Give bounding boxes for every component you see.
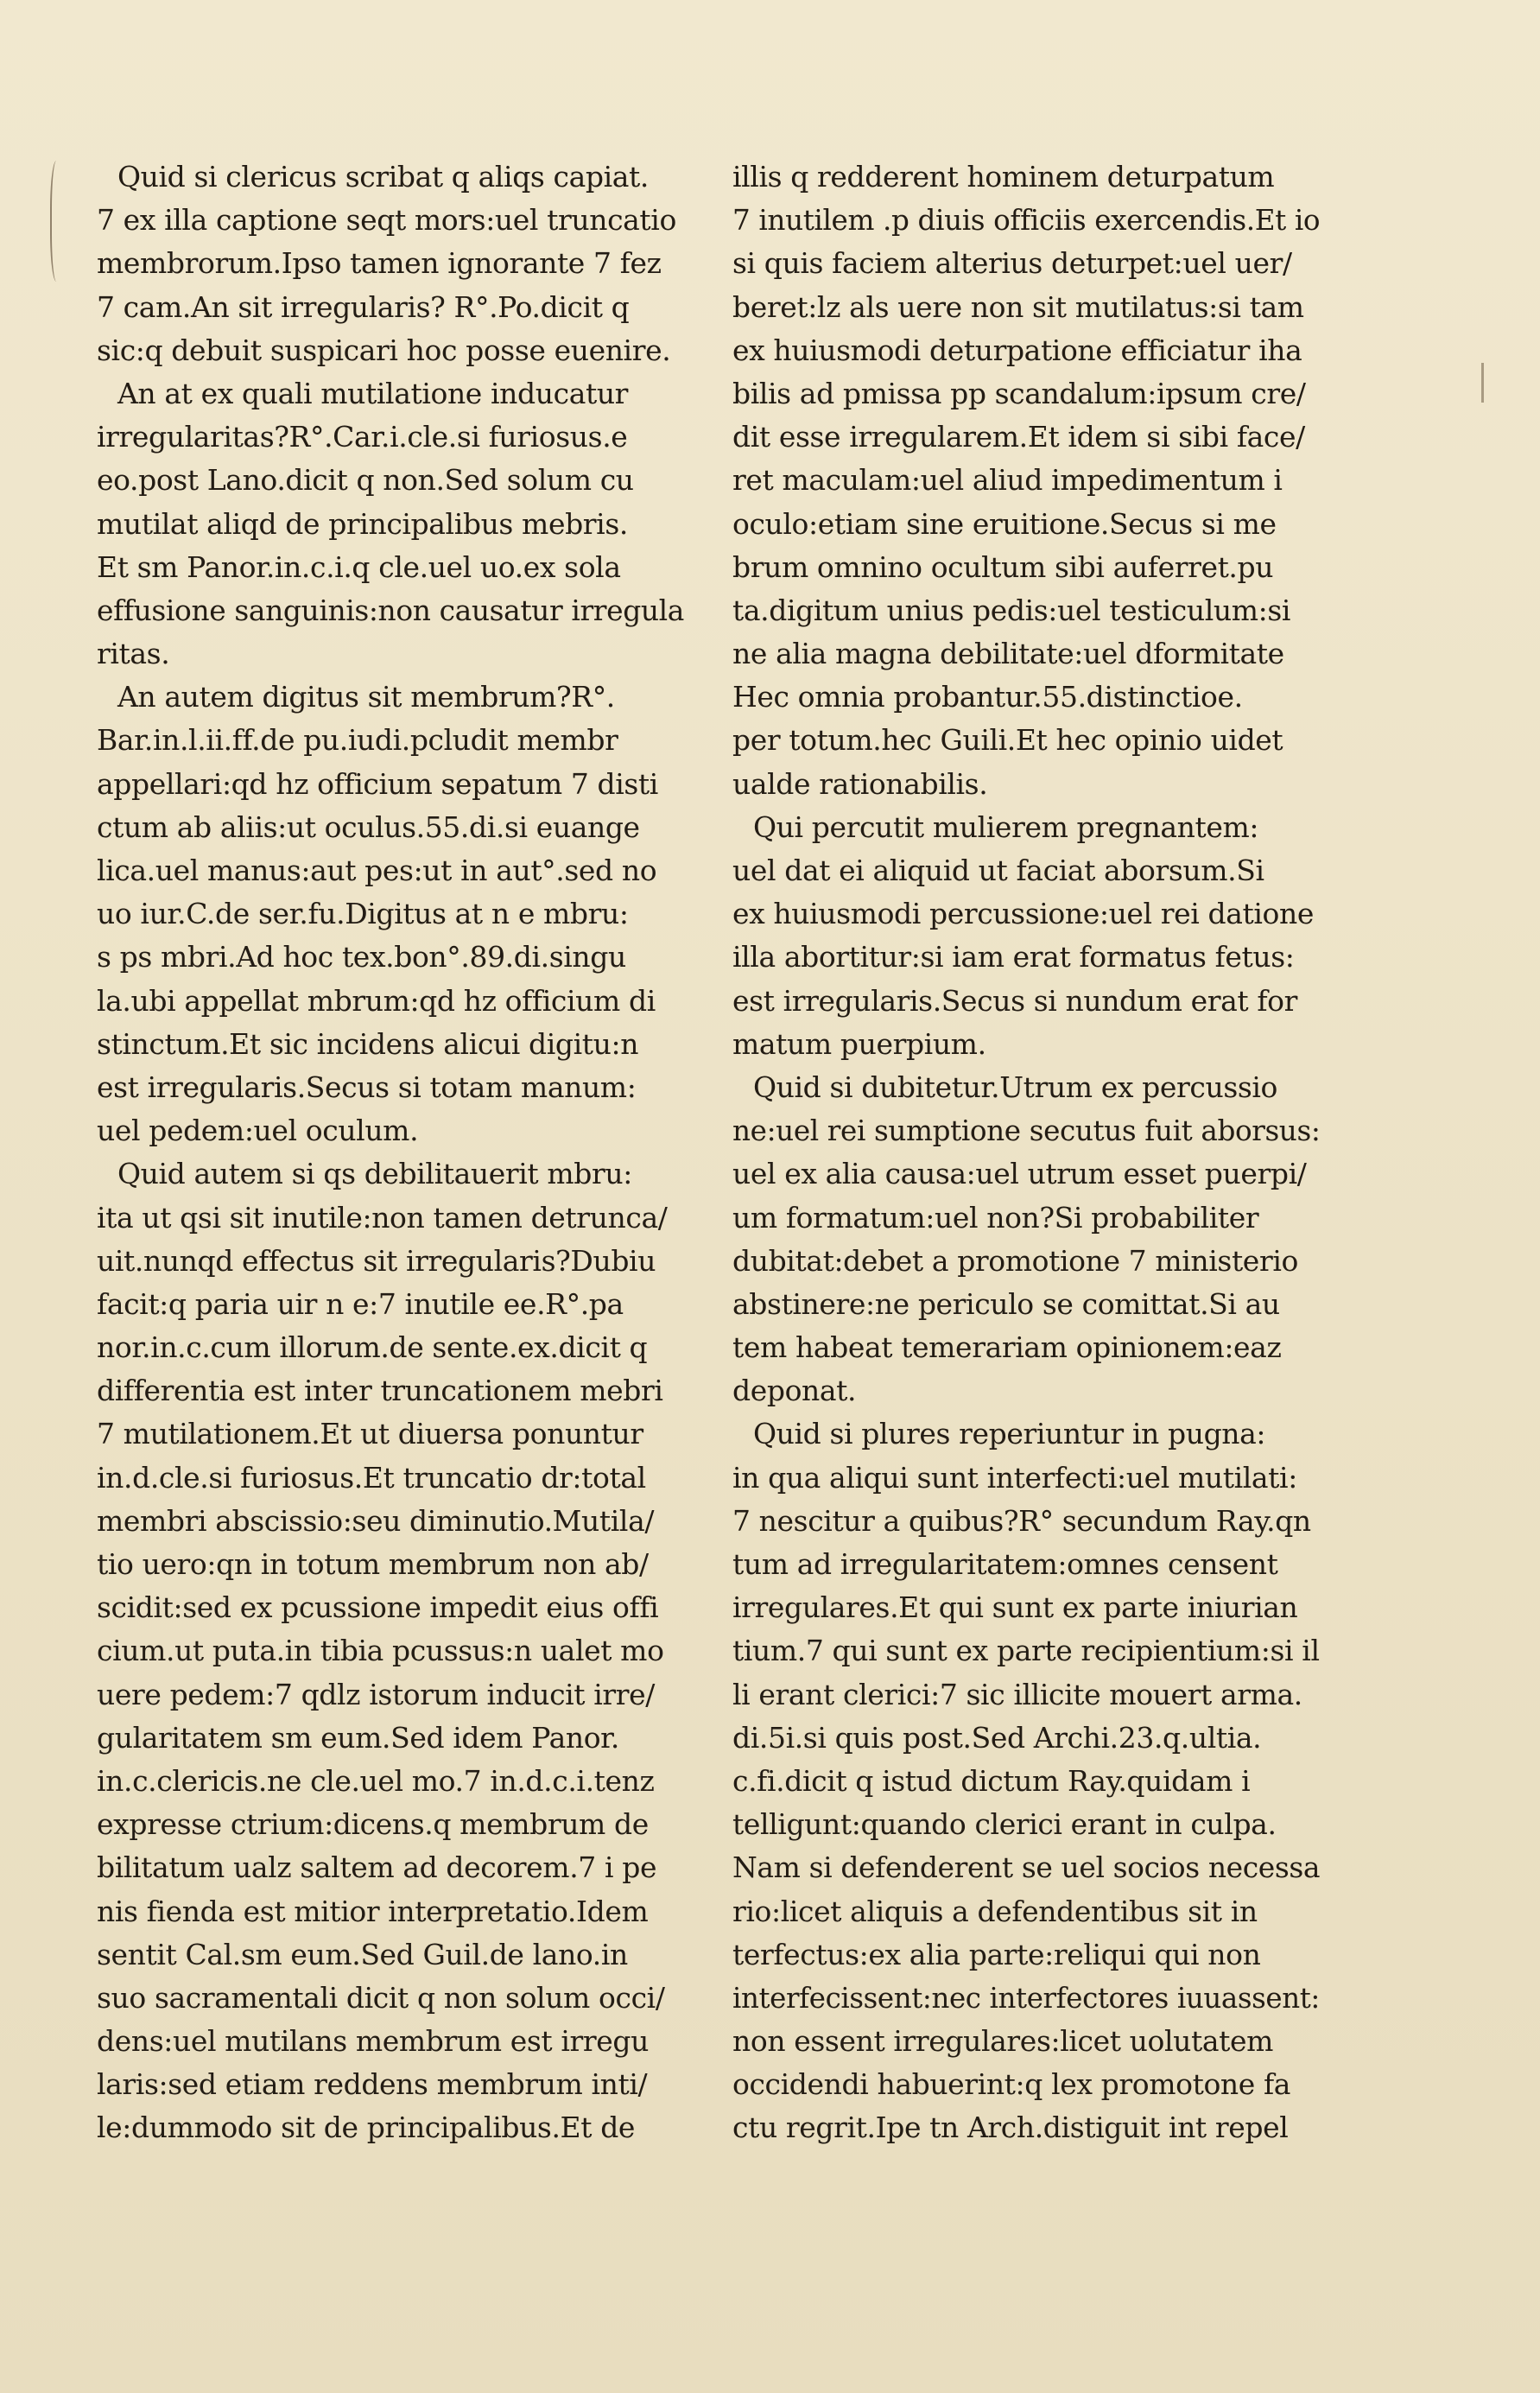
text-line: in qua aliqui sunt interfecti:uel mutilati: (732, 1460, 1297, 1495)
text-line: cium.ut puta.in tibia pcussus:n ualet mo (97, 1634, 664, 1668)
text-line: Quid si plures reperiuntur in pugna: (753, 1417, 1266, 1451)
text-line: Bar.in.l.ii.ff.de pu.iudi.pcludit membr (97, 723, 618, 758)
text-line: li erant clerici:7 sic illicite mouert arma. (732, 1677, 1302, 1711)
text-line: uel ex alia causa:uel utrum esset puerpi/ (732, 1157, 1307, 1191)
text-line: illa abortitur:si iam erat formatus fetus: (732, 940, 1295, 974)
text-line: expresse ctrium:dicens.q membrum de (97, 1807, 649, 1842)
left-text-column (97, 156, 684, 2150)
text-line: ex huiusmodi percussione:uel rei datione (732, 897, 1315, 931)
text-line: non essent irregulares:licet uolutatem (732, 2024, 1274, 2059)
text-line: tem habeat temerariam opinionem:eaz (732, 1330, 1282, 1365)
text-line: laris:sed etiam reddens membrum inti/ (97, 2067, 648, 2102)
text-line: Nam si defenderent se uel socios necessa (732, 1850, 1321, 1885)
text-line: uo iur.C.de ser.fu.Digitus at n e mbru: (97, 897, 629, 931)
text-line: dens:uel mutilans membrum est irregu (97, 2024, 649, 2059)
text-line: c.fi.dicit q istud dictum Ray.quidam i (732, 1763, 1251, 1798)
text-line: nis fienda est mitior interpretatio.Idem (97, 1894, 649, 1928)
text-line: illis q redderent hominem deturpatum (732, 160, 1275, 194)
text-line: irregulares.Et qui sunt ex parte iniurian (732, 1590, 1298, 1625)
text-line: s ps mbri.Ad hoc tex.bon°.89.di.singu (97, 940, 626, 974)
text-line: sic:q debuit suspicari hoc posse euenire. (97, 333, 671, 367)
text-line: matum puerpium. (732, 1026, 986, 1061)
text-line: dit esse irregularem.Et idem si sibi face/ (732, 420, 1305, 454)
text-line: suo sacramentali dicit q non solum occi/ (97, 1980, 665, 2015)
text-line: oculo:etiam sine eruitione.Secus si me (732, 506, 1277, 541)
text-line: di.5i.si quis post.Sed Archi.23.q.ultia. (732, 1720, 1262, 1755)
text-line: 7 ex illa captione seqt mors:uel truncatio (97, 203, 676, 238)
text-line: deponat. (732, 1374, 857, 1408)
text-line: in.d.cle.si furiosus.Et truncatio dr:total (97, 1460, 646, 1495)
text-line: Quid autem si qs debilitauerit mbru: (117, 1157, 632, 1191)
text-line: in.c.clericis.ne cle.uel mo.7 in.d.c.i.tenz (97, 1763, 655, 1798)
text-line: terfectus:ex alia parte:reliqui qui non (732, 1937, 1261, 1971)
text-line: appellari:qd hz officium sepatum 7 disti (97, 766, 658, 801)
text-line: mutilat aliqd de principalibus mebris. (97, 506, 628, 541)
text-line: 7 inutilem .p diuis officiis exercendis.Et io (732, 203, 1321, 238)
text-line: membri abscissio:seu diminutio.Mutila/ (97, 1503, 655, 1538)
right-text-column (732, 156, 1320, 2150)
text-line: est irregularis.Secus si totam manum: (97, 1070, 637, 1104)
margin-bracket-mark (50, 161, 66, 282)
text-line: scidit:sed ex pcussione impedit eius offi (97, 1590, 659, 1625)
text-line: bilis ad pmissa pp scandalum:ipsum cre/ (732, 376, 1306, 410)
text-line: interfecissent:nec interfectores iuuassent: (732, 1980, 1320, 2015)
text-line: la.ubi appellat mbrum:qd hz officium di (97, 983, 656, 1018)
text-line: 7 nescitur a quibus?R° secundum Ray.qn (732, 1503, 1311, 1538)
text-line: abstinere:ne periculo se comittat.Si au (732, 1286, 1280, 1321)
text-line: uere pedem:7 qdlz istorum inducit irre/ (97, 1677, 656, 1711)
text-line: lica.uel manus:aut pes:ut in aut°.sed no (97, 854, 657, 887)
text-line: beret:lz als uere non sit mutilatus:si tam (732, 289, 1304, 324)
text-line: gularitatem sm eum.Sed idem Panor. (97, 1720, 620, 1755)
text-line: ne:uel rei sumptione secutus fuit aborsus: (732, 1114, 1321, 1148)
text-line: differentia est inter truncationem mebri (97, 1374, 663, 1408)
text-line: Et sm Panor.in.c.i.q cle.uel uo.ex sola (97, 549, 621, 584)
text-line: tio uero:qn in totum membrum non ab/ (97, 1547, 649, 1581)
text-line: est irregularis.Secus si nundum erat for (732, 983, 1297, 1018)
text-line: ret maculam:uel aliud impedimentum i (732, 463, 1283, 498)
text-line: bilitatum ualz saltem ad decorem.7 i pe (97, 1850, 657, 1885)
text-line: si quis faciem alterius deturpet:uel uer/ (732, 246, 1292, 281)
text-line: occidendi habuerint:q lex promotone fa (732, 2067, 1291, 2102)
text-line: uel pedem:uel oculum. (97, 1114, 419, 1148)
text-line: ne alia magna debilitate:uel dformitate (732, 637, 1284, 671)
text-line: Quid si clericus scribat q aliqs capiat. (117, 160, 650, 194)
text-line: An autem digitus sit membrum?R°. (117, 680, 615, 714)
text-line: sentit Cal.sm eum.Sed Guil.de lano.in (97, 1937, 628, 1971)
text-line: ritas. (97, 637, 170, 671)
text-line: rio:licet aliquis a defendentibus sit in (732, 1894, 1258, 1928)
text-line: ta.digitum unius pedis:uel testiculum:si (732, 593, 1291, 627)
text-line: ex huiusmodi deturpatione efficiatur iha (732, 333, 1302, 367)
text-line: uel dat ei aliquid ut faciat aborsum.Si (732, 854, 1264, 887)
text-line: Quid si dubitetur.Utrum ex percussio (753, 1070, 1278, 1104)
text-line: ctu regrit.Ipe tn Arch.distiguit int repel (732, 2111, 1289, 2145)
text-line: Hec omnia probantur.55.distinctioe. (732, 680, 1243, 714)
text-line: facit:q paria uir n e:7 inutile ee.R°.pa (97, 1286, 624, 1321)
text-line: dubitat:debet a promotione 7 ministerio (732, 1243, 1298, 1278)
text-line: nor.in.c.cum illorum.de sente.ex.dicit q (97, 1330, 648, 1365)
margin-stroke-mark (1481, 363, 1484, 403)
text-line: ctum ab aliis:ut oculus.55.di.si euange (97, 809, 640, 844)
text-line: telligunt:quando clerici erant in culpa. (732, 1807, 1277, 1842)
text-line: eo.post Lano.dicit q non.Sed solum cu (97, 463, 634, 498)
text-line: effusione sanguinis:non causatur irregula (97, 593, 684, 627)
text-line: per totum.hec Guili.Et hec opinio uidet (732, 723, 1283, 758)
text-line: Qui percutit mulierem pregnantem: (753, 809, 1259, 844)
text-line: uit.nunqd effectus sit irregularis?Dubiu (97, 1243, 656, 1278)
text-line: stinctum.Et sic incidens alicui digitu:n (97, 1026, 639, 1061)
text-line: ualde rationabilis. (732, 766, 988, 801)
text-line: tum ad irregularitatem:omnes censent (732, 1547, 1278, 1581)
text-line: tium.7 qui sunt ex parte recipientium:si il (732, 1634, 1320, 1668)
text-line: um formatum:uel non?Si probabiliter (732, 1200, 1259, 1235)
text-line: le:dummodo sit de principalibus.Et de (97, 2111, 636, 2145)
text-line: 7 cam.An sit irregularis? R°.Po.dicit q (97, 289, 630, 324)
text-line: An at ex quali mutilatione inducatur (117, 376, 629, 410)
text-line: irregularitas?R°.Car.i.cle.si furiosus.e (97, 420, 628, 454)
text-line: brum omnino ocultum sibi auferret.pu (732, 549, 1274, 584)
text-line: 7 mutilationem.Et ut diuersa ponuntur (97, 1417, 643, 1451)
text-line: ita ut qsi sit inutile:non tamen detrunca/ (97, 1200, 668, 1235)
text-line: membrorum.Ipso tamen ignorante 7 fez (97, 246, 662, 281)
